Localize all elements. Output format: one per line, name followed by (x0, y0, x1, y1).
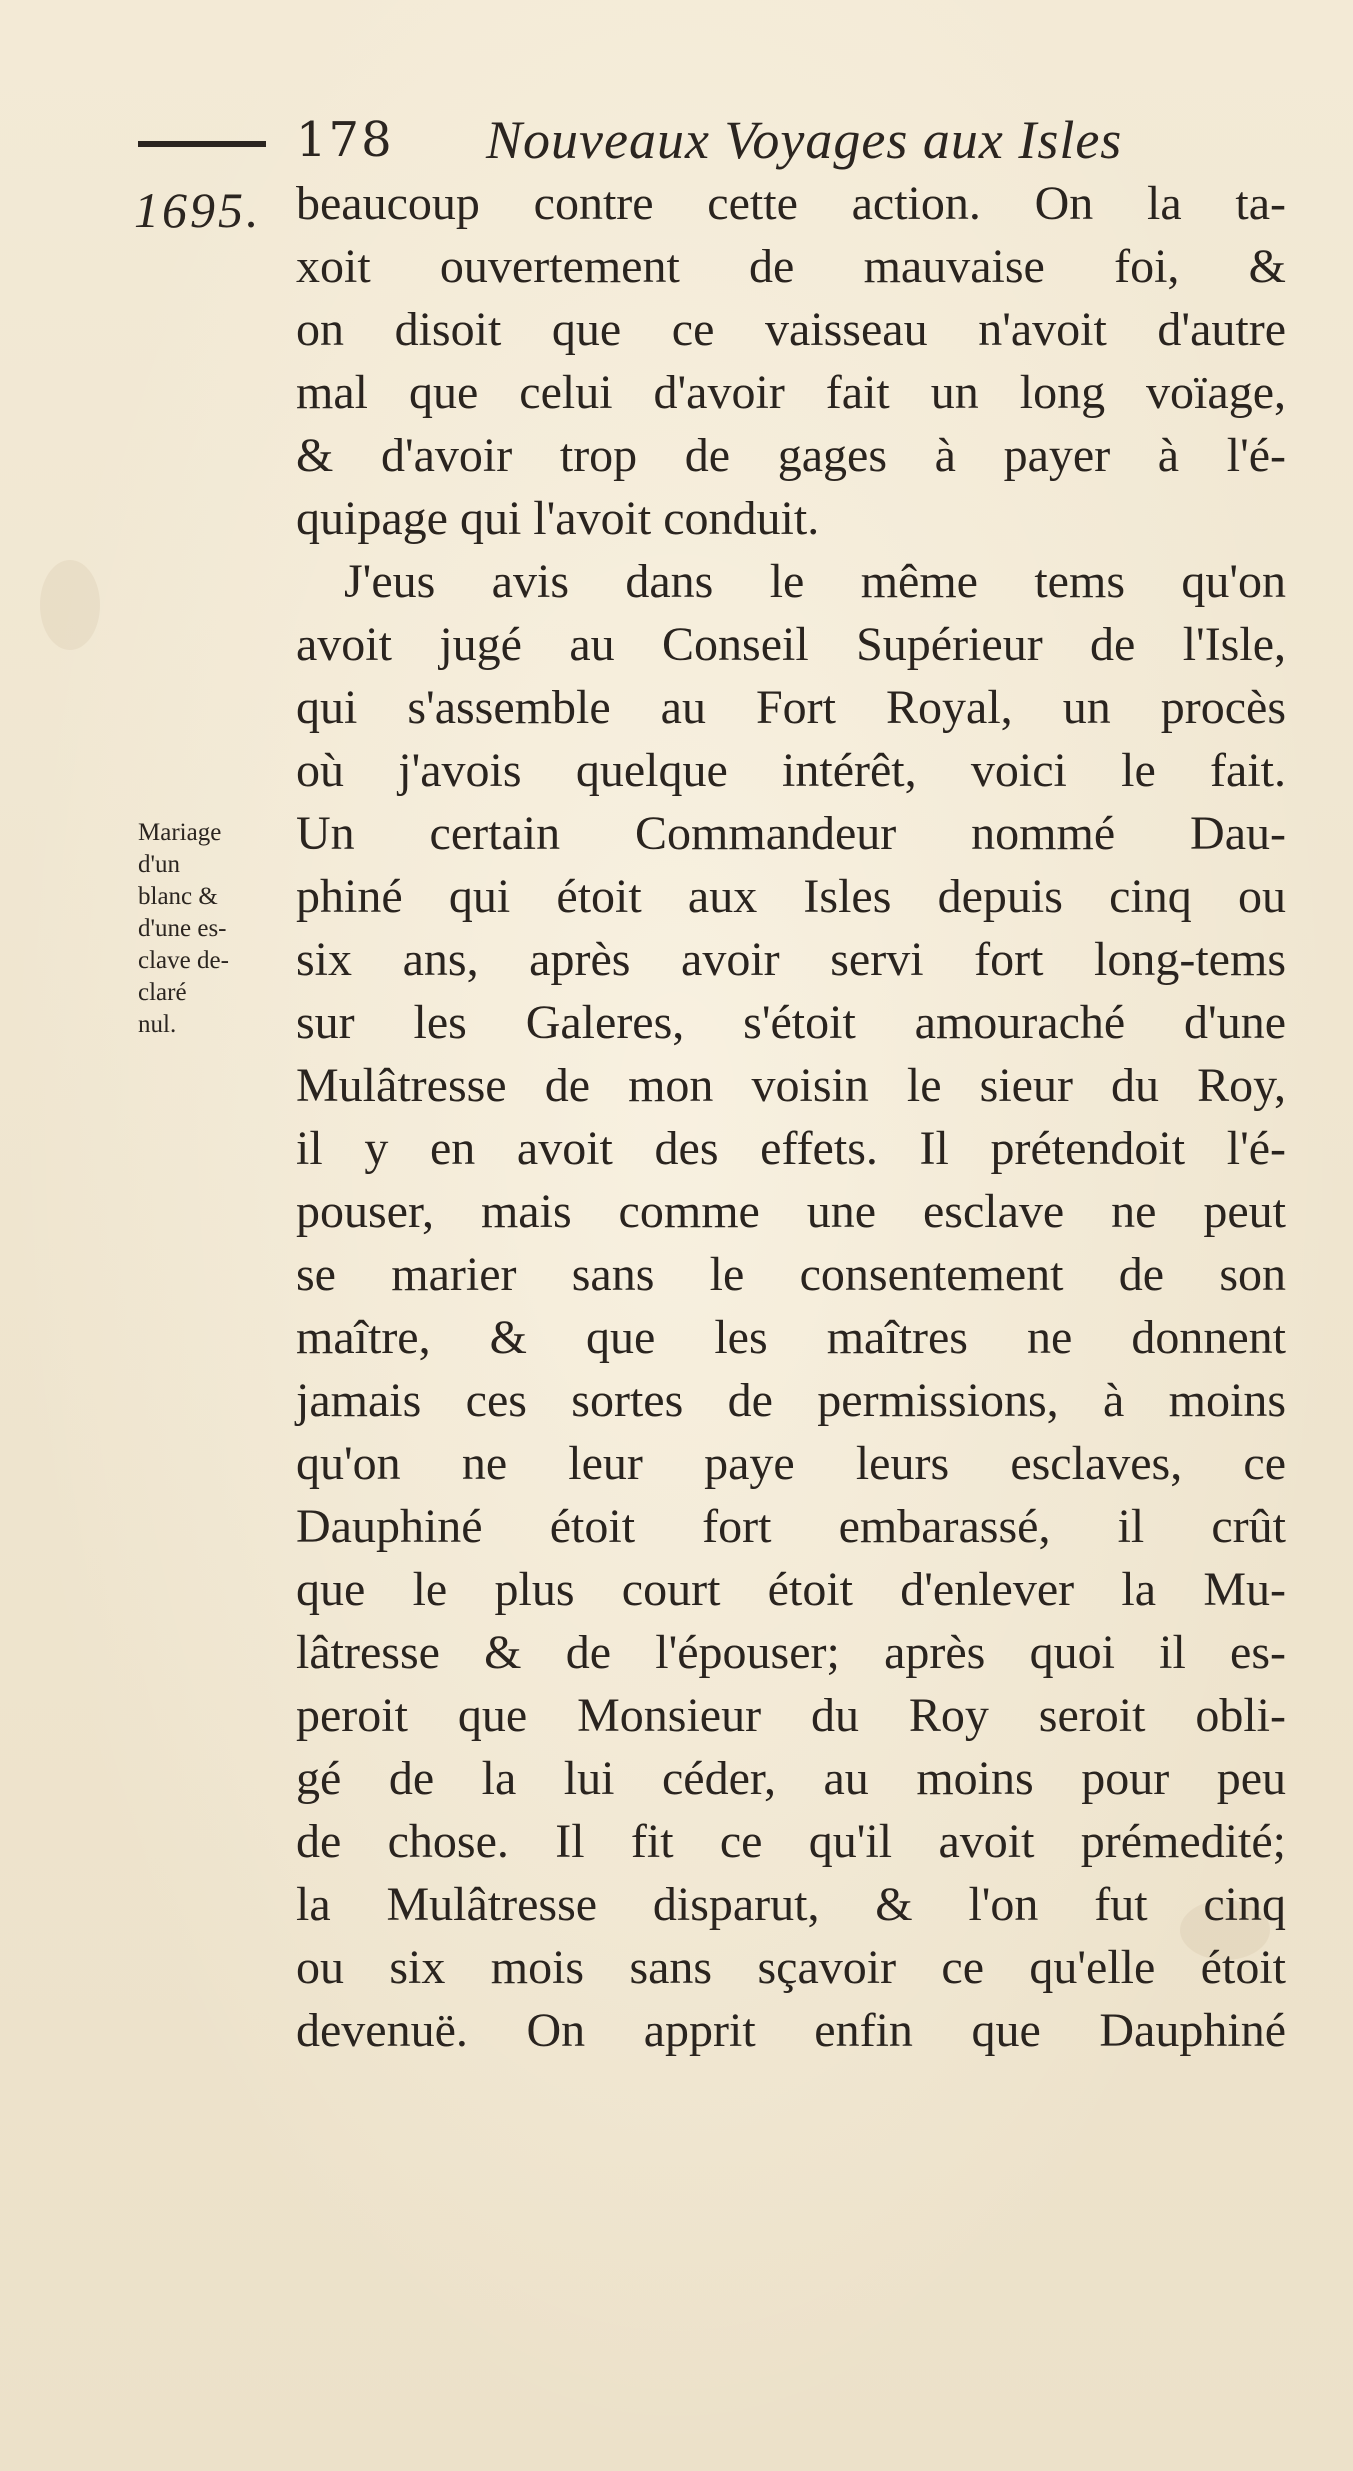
marginal-note-line: clave de- (138, 947, 229, 974)
running-title: Nouveaux Voyages aux Isles (486, 110, 1123, 170)
header-rule (138, 141, 266, 147)
text-line: où j'avois quelque intérêt, voici le fait. (296, 744, 1286, 797)
paper-stain (40, 560, 100, 650)
text-line: qui s'assemble au Fort Royal, un procès (296, 681, 1286, 734)
text-line: que le plus court étoit d'enlever la Mu- (296, 1563, 1286, 1616)
text-line: devenuë. On apprit enfin que Dauphiné (296, 2004, 1286, 2057)
marginal-note-line: claré (138, 979, 187, 1006)
text-line: pouser, mais comme une esclave ne peut (296, 1185, 1286, 1238)
text-line: mal que celui d'avoir fait un long voïage, (296, 366, 1286, 419)
text-line: jamais ces sortes de permissions, à moins (296, 1374, 1286, 1427)
page-number: 178 (296, 112, 394, 168)
text-line: phiné qui étoit aux Isles depuis cinq ou (296, 870, 1286, 923)
text-line: Un certain Commandeur nommé Dau- (296, 807, 1286, 860)
text-line: beaucoup contre cette action. On la ta- (296, 177, 1286, 230)
text-line: & d'avoir trop de gages à payer à l'é- (296, 429, 1286, 482)
text-line: qu'on ne leur paye leurs esclaves, ce (296, 1437, 1286, 1490)
text-line: six ans, après avoir servi fort long-tems (296, 933, 1286, 986)
text-line: sur les Galeres, s'étoit amouraché d'une (296, 996, 1286, 1049)
text-line: quipage qui l'avoit conduit. (296, 492, 820, 545)
marginal-note-line: Mariage (138, 819, 222, 846)
marginal-note (138, 817, 288, 1041)
text-line: ou six mois sans sçavoir ce qu'elle étoit (296, 1941, 1286, 1994)
text-line: on disoit que ce vaisseau n'avoit d'autre (296, 303, 1286, 356)
marginal-note-line: nul. (138, 1011, 177, 1038)
text-line: gé de la lui céder, au moins pour peu (296, 1752, 1286, 1805)
margin-year: 1695. (134, 182, 262, 238)
text-line: J'eus avis dans le même tems qu'on (344, 555, 1286, 608)
text-line: peroit que Monsieur du Roy seroit obli- (296, 1689, 1286, 1742)
marginal-note-line: d'un (138, 851, 181, 878)
text-line: avoit jugé au Conseil Supérieur de l'Isle, (296, 618, 1286, 671)
text-line: maître, & que les maîtres ne donnent (296, 1311, 1286, 1364)
text-line: se marier sans le consentement de son (296, 1248, 1286, 1301)
page-header (0, 108, 1353, 178)
text-line: lâtresse & de l'épouser; après quoi il es- (296, 1626, 1286, 1679)
marginal-note-line: d'une es- (138, 915, 227, 942)
text-line: Dauphiné étoit fort embarassé, il crût (296, 1500, 1286, 1553)
text-line: il y en avoit des effets. Il prétendoit l'é- (296, 1122, 1286, 1175)
text-line: Mulâtresse de mon voisin le sieur du Roy, (296, 1059, 1286, 1112)
marginal-note-line: blanc & (138, 883, 218, 910)
text-line: la Mulâtresse disparut, & l'on fut cinq (296, 1878, 1286, 1931)
text-line: xoit ouvertement de mauvaise foi, & (296, 240, 1286, 293)
text-line: de chose. Il fit ce qu'il avoit prémedité; (296, 1815, 1286, 1868)
body-text (296, 172, 1286, 2062)
